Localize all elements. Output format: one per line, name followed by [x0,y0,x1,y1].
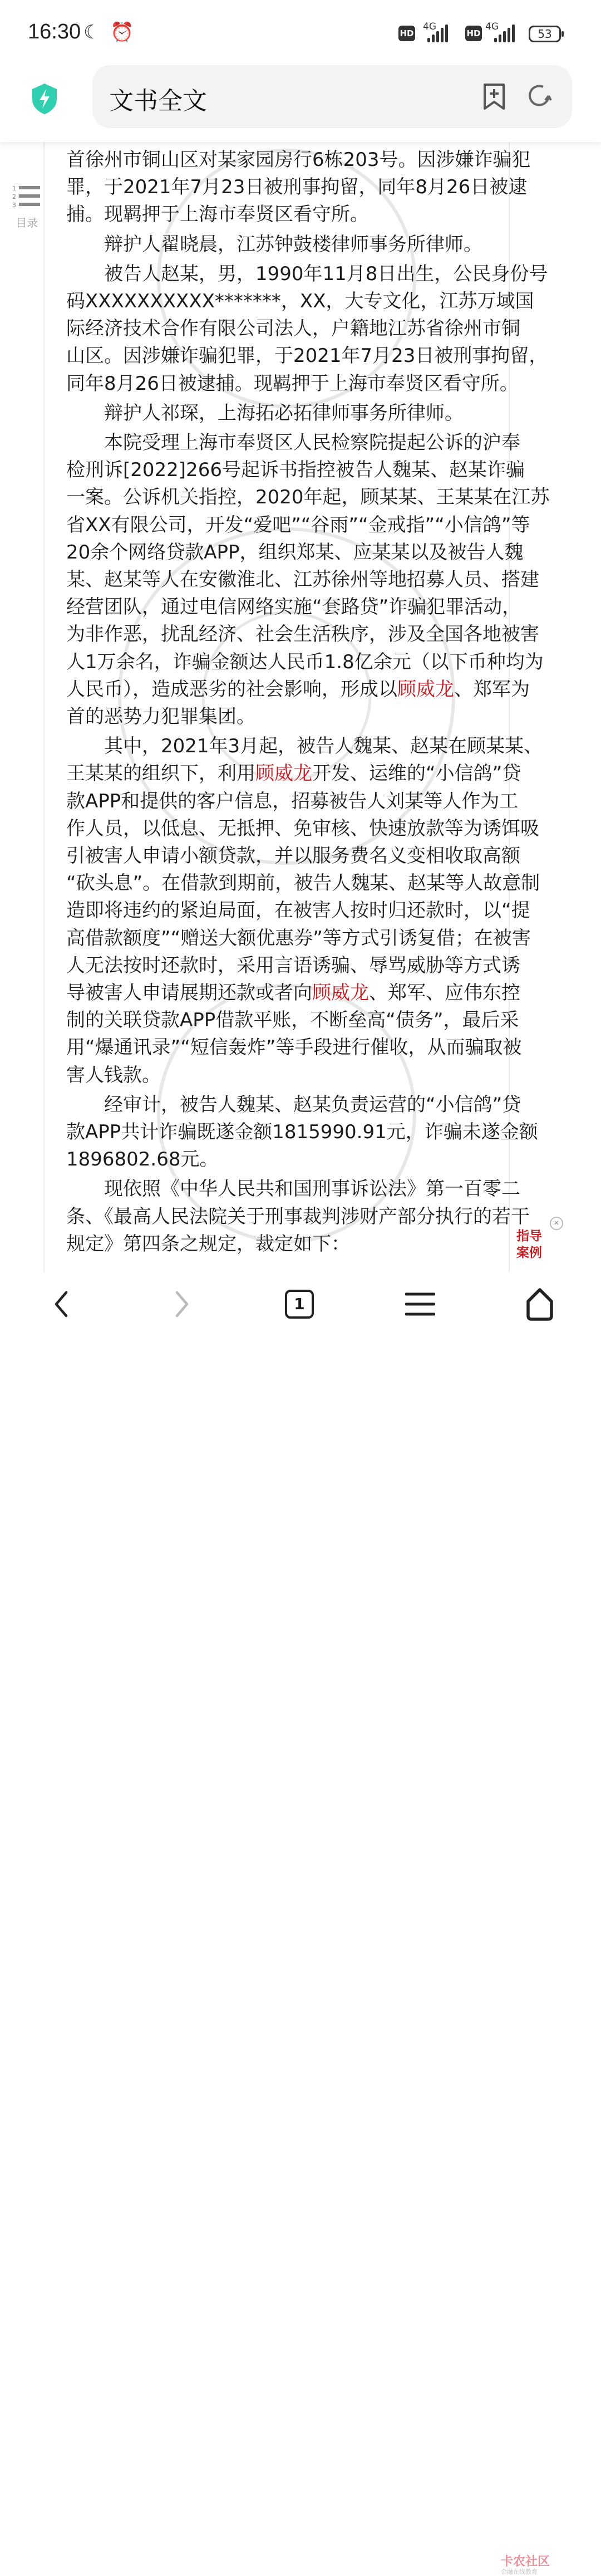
line-text: 害人钱款。 [66,1064,161,1086]
toc-button[interactable] [10,184,43,230]
document-line [66,343,548,369]
line-text: 款APP和提供的客户信息，招募被告人刘某等人作为工 [66,790,519,812]
hd-badge: HD [465,26,482,41]
line-text: 省XX有限公司，开发“爱吧”“谷雨”“金戒指”“小信鸽”等 [66,513,530,536]
highlighted-name-link[interactable]: 顾威龙 [397,678,454,701]
shield-lightning-icon[interactable] [31,82,58,117]
document-line [104,430,520,456]
line-text: 高借款额度”“赠送大额优惠券”等方式引诱复借；在被害 [66,927,531,949]
document-line [66,1204,530,1230]
line-text: 山区。因涉嫌诈骗犯罪，于2021年7月23日被刑事拘留， [66,345,548,368]
line-text: 检刑诉[2022]266号起诉书指控被告人魏某、赵某诈骗 [66,459,525,482]
line-text: 、郑军、应伟东控 [369,982,520,1004]
tab-count: 1 [285,1290,314,1319]
line-text: 引被害人申请小额贷款，并以服务费名义变相收取高额 [66,845,520,867]
document-line [104,1176,520,1202]
status-bar [0,0,601,56]
line-text: 同年8月26日被逮捕。现羁押于上海市奉贤区看守所。 [66,372,519,395]
document-line [66,484,550,510]
line-text: “砍头息”。在借款到期前，被告人魏某、赵某等人故意制 [66,872,540,895]
document-line [66,1035,521,1060]
signal-icon [494,25,515,42]
line-text: 码XXXXXXXXXX*******，XX，大专文化，江苏万域国 [66,290,534,312]
line-text: 经营团队，通过电信网络实施“套路贷”诈骗犯罪活动， [66,596,521,619]
document-line [66,457,525,483]
document-line [66,174,527,200]
network-type: 4G [485,21,499,32]
document-line [66,704,255,729]
line-text: 其中，2021年3月起，被告人魏某、赵某在顾某某、 [104,735,543,758]
document-line [66,621,539,647]
bottom-nav [0,1272,601,2575]
document-line [66,288,534,314]
bookmark-add-icon[interactable] [482,83,506,113]
document-line [66,316,520,341]
alarm-icon: ⏰ [110,21,134,43]
document-line [66,843,520,869]
browser-header [0,56,601,142]
line-text: 条、《最高人民法院关于刑事裁判涉财产部分执行的若干 [66,1205,530,1228]
address-bar[interactable] [92,65,572,128]
watermark-tagline: 金融在线教育 [501,2568,538,2575]
document-line [66,1231,350,1257]
document-line [104,261,548,287]
line-text: 现依照《中华人民共和国刑事诉讼法》第一百零二 [104,1178,520,1201]
line-text: 、郑军为 [454,678,530,701]
watermark-brand: 卡农社区 [501,2555,550,2569]
document-line [66,677,530,702]
line-text: 本院受理上海市奉贤区人民检察院提起公诉的沪奉 [104,432,520,454]
line-text: 20余个网络贷款APP，组织郑某、应某某以及被告人魏 [66,541,524,564]
document-line [66,649,544,675]
line-text: 首的恶势力犯罪集团。 [66,706,255,728]
line-text: 王某某的组织下，利用 [66,762,255,785]
guide-case-label: 指导案例 [516,1229,542,1260]
document-line [66,202,369,227]
line-text: 用“爆通讯录”“短信轰炸”等手段进行催收，从而骗取被 [66,1036,522,1059]
line-text: 首徐州市铜山区对某家园房行6栋203号。因涉嫌诈骗犯 [66,149,531,171]
line-text: 款APP共计诈骗既遂金额1815990.91元，诈骗未遂金额 [66,1121,538,1143]
document-line [66,953,520,978]
toc-label: 目录 [16,216,38,229]
refresh-icon[interactable] [526,83,552,111]
guide-case-button[interactable] [516,1219,566,1261]
battery-indicator: 53 [529,26,561,42]
line-text: 1896802.68元。 [66,1148,219,1171]
line-text: 一案。公诉机关指控，2020年起，顾某某、王某某在江苏 [66,486,550,509]
page-title: 文书全文 [109,87,207,115]
kanong-watermark-logo [501,2556,550,2576]
line-text: 经审计，被告人魏某、赵某负责运营的“小信鸽”贷 [104,1093,521,1116]
line-text: 际经济技术合作有限公司法人，户籍地江苏省徐州市铜 [66,317,520,340]
document-line [66,816,539,841]
svg-text:1: 1 [12,185,16,192]
document-line [66,512,530,538]
svg-text:3: 3 [12,202,16,208]
signal-icon [427,25,448,42]
back-icon[interactable] [47,1285,75,1324]
document-line [66,371,519,396]
document-line [66,540,524,565]
close-icon[interactable]: × [550,1217,563,1230]
document-line [104,733,543,759]
line-text: 为非作恶，扰乱经济、社会生活秩序，涉及全国各地被害 [66,623,539,646]
document-line [66,1062,161,1088]
document-line [66,870,540,896]
menu-icon[interactable] [403,1285,437,1324]
line-text: 作人员，以低息、无抵押、免审核、快速放款等为诱饵吸 [66,817,539,840]
document-line [66,925,531,951]
line-text: 制的关联贷款APP借款平账，不断垒高“债务”，最后采 [66,1009,519,1032]
document-line [66,1007,519,1033]
line-text: 规定》第四条之规定，裁定如下： [66,1232,350,1255]
list-numbered-icon [12,184,41,208]
highlighted-name-link[interactable]: 顾威龙 [312,982,369,1004]
line-text: 罪，于2021年7月23日被刑事拘留，同年8月26日被逮 [66,176,528,199]
document-line [66,761,521,786]
moon-icon: ☾ [83,21,101,43]
hd-badge: HD [398,26,415,41]
document-line [66,789,518,814]
document-line [66,594,521,620]
document-line [66,567,539,592]
document-line [66,898,530,923]
clock: 16:30 [28,20,81,43]
svg-text:2: 2 [12,193,16,200]
document-line [66,147,531,173]
tabs-button[interactable] [283,1285,316,1324]
line-text: 捕。现羁押于上海市奉贤区看守所。 [66,203,369,226]
line-text: 被告人赵某，男，1990年11月8日出生，公民身份号 [104,262,548,285]
line-text: 人民币），造成恶劣的社会影响，形成以 [66,678,397,701]
line-text: 辩护人祁琛，上海拓必拓律师事务所律师。 [104,401,464,424]
forward-icon[interactable] [168,1285,196,1324]
line-text: 人无法按时还款时，采用言语诱骗、辱骂威胁等方式诱 [66,954,520,977]
document-line [104,232,482,257]
document-line [104,400,464,426]
document-line [66,1147,219,1172]
line-text: 辩护人翟晓晨，江苏钟鼓楼律师事务所律师。 [104,233,482,256]
line-text: 导被害人申请展期还款或者向 [66,982,312,1004]
document-line [104,1092,521,1118]
line-text: 开发、运维的“小信鸽”贷 [312,762,521,785]
document-line [66,980,520,1006]
line-text: 某、赵某等人在安徽淮北、江苏徐州等地招募人员、搭建 [66,569,539,591]
line-text: 人1万余名，诈骗金额达人民币1.8亿余元（以下币种均为 [66,650,544,673]
network-type: 4G [423,21,436,32]
line-text: 造即将违约的紧迫局面，在被害人按时归还款时，以“提 [66,899,530,922]
highlighted-name-link[interactable]: 顾威龙 [255,762,312,785]
home-icon[interactable] [523,1285,556,1324]
document-line [66,1119,538,1145]
